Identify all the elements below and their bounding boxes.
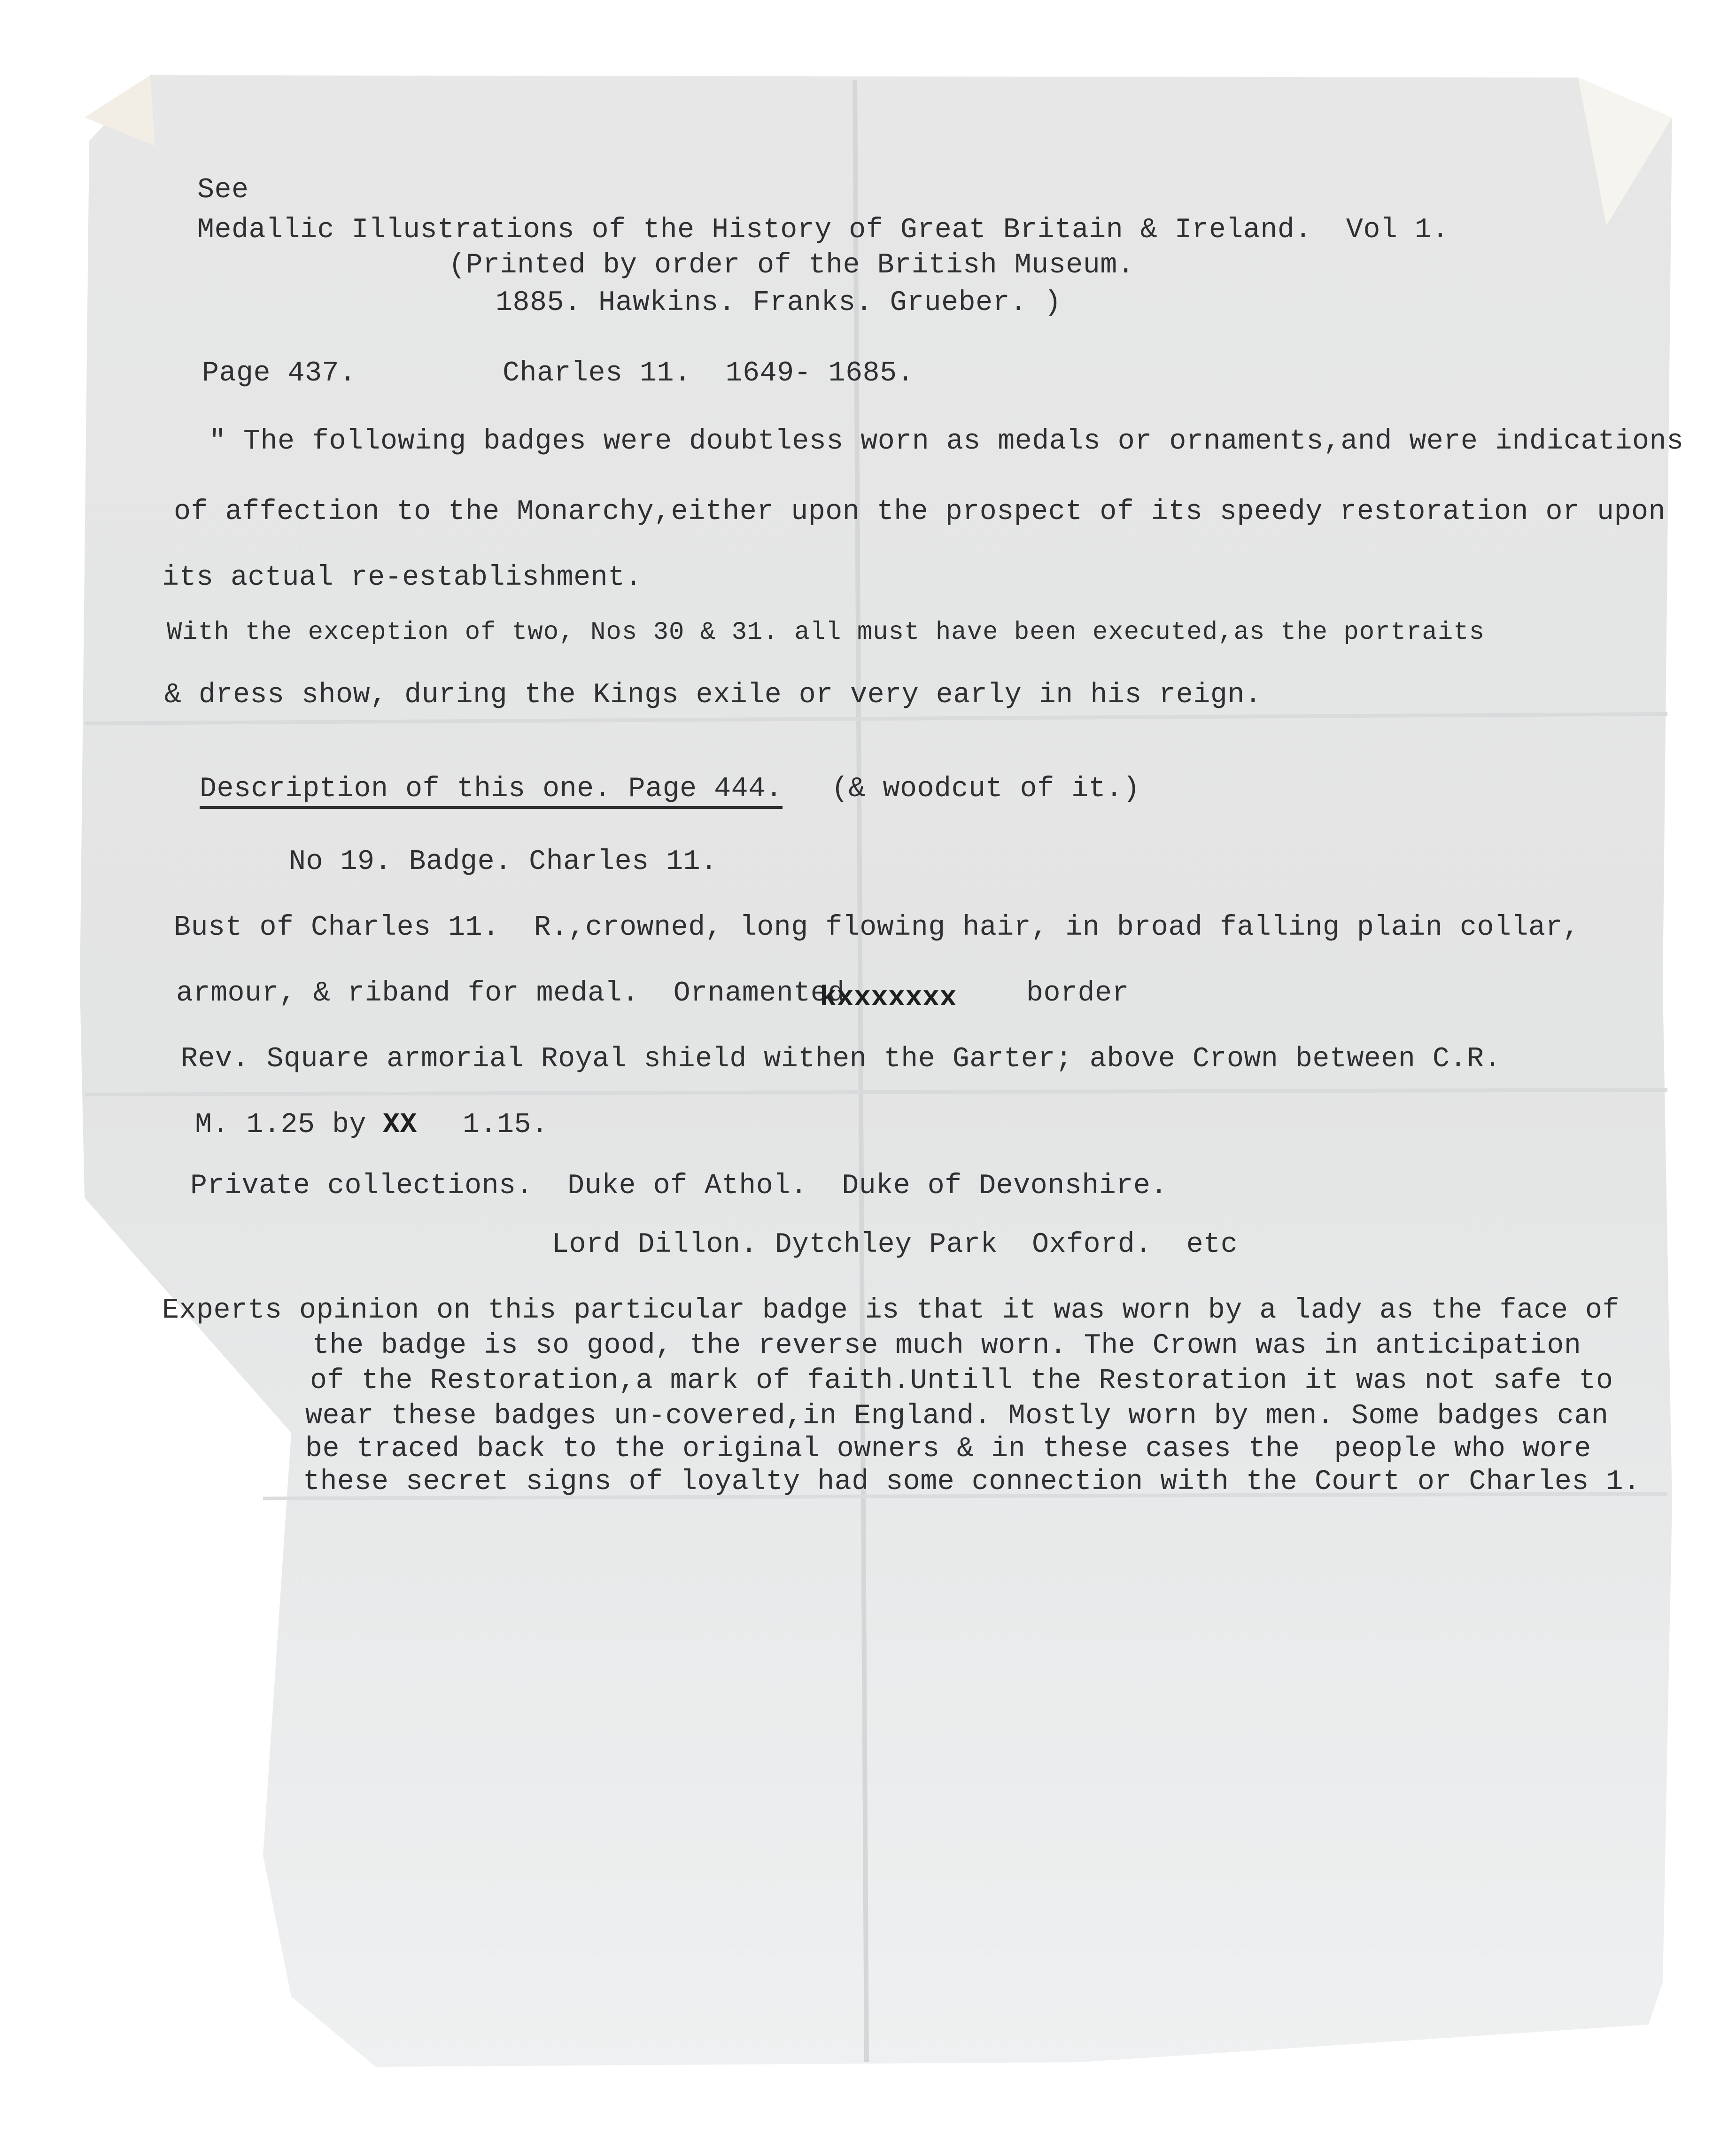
see-label: See xyxy=(197,174,249,206)
measurement-prefix: M. 1.25 by xyxy=(195,1109,367,1141)
experts-lead: Experts opinion on this particular badge is that it was worn by a lady as the face of xyxy=(162,1295,1620,1327)
quote-line: & dress show, during the Kings exile or very early in his reign. xyxy=(164,679,1262,711)
experts-line: of the Restoration,a mark of faith.Untill the Restoration it was not safe to xyxy=(310,1365,1613,1397)
description-heading: Description of this one. Page 444. xyxy=(200,775,783,809)
description-line: armour, & riband for medal. Ornamented xyxy=(176,978,845,1009)
publication-line: 1885. Hawkins. Franks. Grueber. ) xyxy=(496,287,1062,319)
collections-line: Lord Dillon. Dytchley Park Oxford. etc xyxy=(552,1229,1238,1261)
quote-line: With the exception of two, Nos 30 & 31. all must have been executed,as the portraits xyxy=(167,618,1485,647)
reign-reference: Charles 11. 1649- 1685. xyxy=(503,357,914,389)
collections-line: Private collections. Duke of Athol. Duke of Devonshire. xyxy=(190,1170,1168,1202)
quote-line: its actual re-establishment. xyxy=(162,562,643,594)
description-line: Rev. Square armorial Royal shield withen the Garter; above Crown between C.R. xyxy=(181,1043,1501,1075)
experts-line: these secret signs of loyalty had some connection with the Court or Charles 1. xyxy=(303,1466,1641,1498)
measurement-value: 1.15. xyxy=(463,1109,549,1141)
woodcut-note: (& woodcut of it.) xyxy=(831,773,1140,805)
book-title: Medallic Illustrations of the History of Great Britain & Ireland. Vol 1. xyxy=(197,214,1449,246)
experts-line: be traced back to the original owners & in these cases the people who wore xyxy=(305,1433,1591,1465)
printed-by-note: (Printed by order of the British Museum. xyxy=(449,249,1135,281)
measurement-struck: XX xyxy=(383,1109,418,1141)
struck-through-text: kxxxxxxx xyxy=(820,982,957,1014)
experts-line: wear these badges un-covered,in England. Mostly worn by men. Some badges can xyxy=(305,1400,1609,1432)
experts-line: the badge is so good, the reverse much worn. The Crown was in anticipation xyxy=(312,1330,1581,1362)
border-word: border xyxy=(1026,978,1130,1009)
item-title: No 19. Badge. Charles 11. xyxy=(289,846,718,878)
page-reference: Page 437. xyxy=(202,357,356,389)
description-line: Bust of Charles 11. R.,crowned, long flowing hair, in broad falling plain collar, xyxy=(174,912,1580,944)
quote-line: of affection to the Monarchy,either upon the prospect of its speedy restoration or upon xyxy=(174,496,1666,528)
quote-line: " The following badges were doubtless worn as medals or ornaments,and were indications xyxy=(209,426,1684,458)
